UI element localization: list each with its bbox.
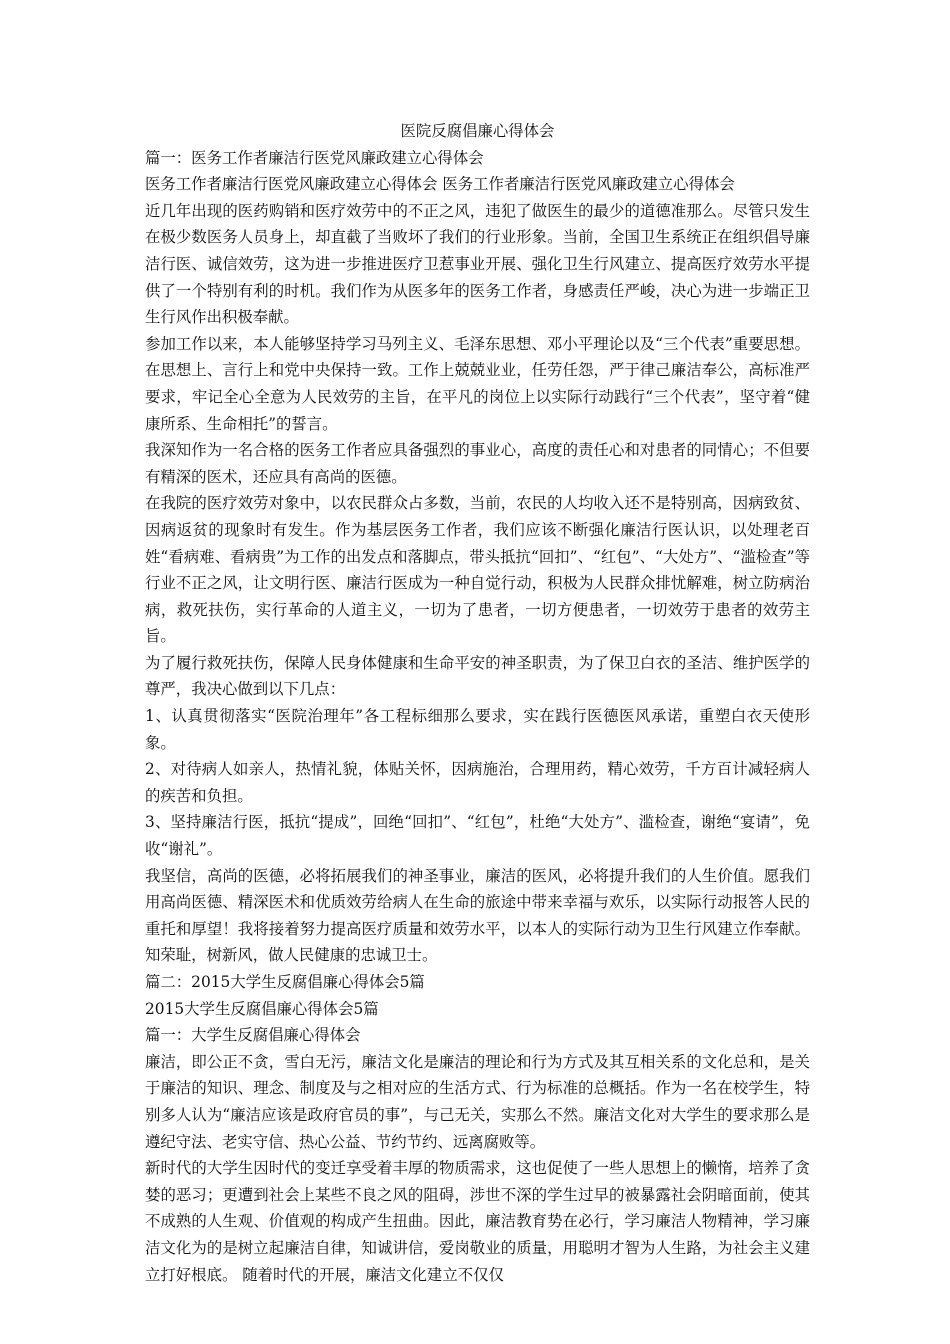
paragraph: 廉洁，即公正不贪，雪白无污，廉洁文化是廉洁的理论和行为方式及其互相关系的文化总和，是关于廉洁的知识、理念、制度及与之相对应的生活方式、行为标准的总概括。作为一名在校学生，特别多人认为“廉洁应该是政府官员的事”，与己无关，实那么不然。廉洁文化对大学生的要求那么是遵纪守法、老实守信、热心公益、节约节约、远离腐败等。 — [145, 1052, 810, 1151]
paragraph: 参加工作以来，本人能够坚持学习马列主义、毛泽东思想、邓小平理论以及“三个代表”重要思想。在思想上、言行上和党中央保持一致。工作上兢兢业业，任劳任怨，严于律己廉洁奉公，高标准严要求，牢记全心全意为人民效劳的主旨，在平凡的岗位上以实际行动践行“三个代表”，坚守着“健康所系、生命相托”的誓言。 — [145, 334, 810, 433]
section-heading: 篇一：大学生反腐倡廉心得体会 — [145, 1026, 361, 1045]
paragraph: 新时代的大学生因时代的变迁享受着丰厚的物质需求，这也促使了一些人思想上的懒惰，培养了贪婪的恶习；更遭到社会上某些不良之风的阻碍，涉世不深的学生过早的被暴露社会阴暗面前，使其不成熟的人生观、价值观的构成产生扭曲。因此，廉洁教育势在必行，学习廉洁人物精神，学习廉洁文化为的是树立起廉洁自律，知诚讲信，爱岗敬业的质量，用聪明才智为人生路，为社会主义建立打好根底。 随着时代的开展，廉洁文化建立不仅仅 — [145, 1159, 810, 1284]
section-heading: 篇一：医务工作者廉洁行医党风廉政建立心得体会 — [145, 148, 484, 167]
list-item: 3、坚持廉洁行医，抵抗“提成”，回绝“回扣”、“红包”，杜绝“大处方”、滥检查，谢绝“宴请”，免收“谢礼”。 — [145, 813, 810, 859]
paragraph: 2015大学生反腐倡廉心得体会5篇 — [145, 999, 379, 1018]
list-item: 2、对待病人如亲人，热情礼貌，体贴关怀，因病施治，合理用药，精心效劳，千方百计减轻病人的疾苦和负担。 — [145, 760, 810, 805]
paragraph: 近几年出现的医药购销和医疗效劳中的不正之风，违犯了做医生的最少的道德准那么。尽管只发生在极少数医务人员身上，却直截了当败坏了我们的行业形象。当前，全国卫生系统正在组织倡导廉洁行医、诚信效劳，这为进一步推进医疗卫惹事业开展、强化卫生行风建立、提高医疗效劳水平提供了一个特别有利的时机。我们作为从医多年的医务工作者，身感责任严峻，决心为进一步端正卫生行风作出积极奉献。 — [145, 201, 810, 327]
paragraph: 我坚信，高尚的医德，必将拓展我们的神圣事业，廉洁的医风，必将提升我们的人生价值。愿我们用高尚医德、精深医术和优质效劳给病人在生命的旅途中带来幸福与欢乐，以实际行动报答人民的重托和厚望！我将接着努力提高医疗质量和效劳水平，以本人的实际行动为卫生行风建立作奉献。知荣耻，树新风，做人民健康的忠诚卫士。 — [145, 866, 810, 965]
document-title: 医院反腐倡廉心得体会 — [400, 122, 555, 140]
paragraph: 医务工作者廉洁行医党风廉政建立心得体会 医务工作者廉洁行医党风廉政建立心得体会 — [145, 175, 735, 194]
document-page — [145, 118, 810, 1288]
paragraph: 我深知作为一名合格的医务工作者应具备强烈的事业心，高度的责任心和对患者的同情心；不但要有精深的医术，还应具有高尚的医德。 — [145, 441, 810, 486]
section-heading: 篇二：2015大学生反腐倡廉心得体会5篇 — [145, 973, 425, 991]
list-item: 1、认真贯彻落实“医院治理年”各工程标细那么要求，实在践行医德医风承诺，重塑白衣天使形象。 — [145, 707, 810, 752]
paragraph: 在我院的医疗效劳对象中，以农民群众占多数，当前，农民的人均收入还不是特别高，因病致贫、因病返贫的现象时有发生。作为基层医务工作者，我们应该不断强化廉洁行医认识，以处理老百姓“看病难、看病贵”为工作的出发点和落脚点，带头抵抗“回扣”、“红包”、“大处方”、“滥检查”等行业不正之风，让文明行医、廉洁行医成为一种自觉行动，积极为人民群众排忧解难，树立防病治病，救死扶伤，实行革命的人道主义，一切为了患者，一切方便患者，一切效劳于患者的效劳主旨。 — [145, 494, 810, 646]
paragraph: 为了履行救死扶伤，保障人民身体健康和生命平安的神圣职责，为了保卫白衣的圣洁、维护医学的尊严，我决心做到以下几点： — [145, 653, 810, 699]
